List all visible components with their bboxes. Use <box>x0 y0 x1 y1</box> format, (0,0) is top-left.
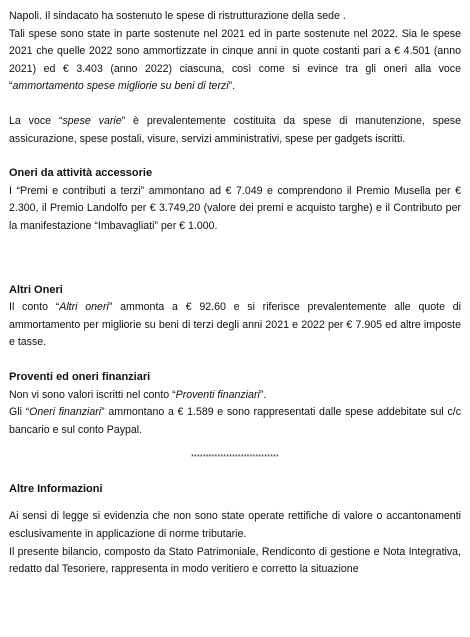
italic-term: spese varie <box>62 114 122 127</box>
text-run: Gli “ <box>9 406 30 419</box>
italic-term: ammortamento spese migliorie su beni di terzi <box>12 80 229 93</box>
italic-term: Altri oneri <box>59 301 109 314</box>
paragraph-bilancio: Il presente bilancio, composto da Stato Patrimoniale, Rendiconto di gestione e Nota Integrativa, redatto dal Tesoriere, rappresenta in modo veritiero e corretto la situazione <box>9 545 461 576</box>
spacer <box>9 498 461 508</box>
heading-proventi-oneri-finanziari: Proventi ed oneri finanziari <box>9 370 151 383</box>
spacer <box>9 96 461 113</box>
section-separator: ****************************** <box>191 454 279 462</box>
paragraph-premi-contributi: I “Premi e contributi a terzi” ammontano ad € 7.049 e comprendono il Premio Musella per € 2.300, il Premio Landolfo per € 3.749,20 (valore dei premi e acquisto targhe) e il Contributo per la manifestazione “Imbavagliati” per € 1.000. <box>9 184 461 232</box>
text-run: Tali spese sono state in parte sostenute nel 2021 ed in parte sostenute nel 2022. Sia le spese 2021 che quelle 2022 sono ammortizzate in cinque anni in quote costanti pari a € 4.501 (anno 2021) ed € 3.403 (anno 2022) ciascuna, così come si evince tra gli oneri alla voce “ <box>9 27 461 93</box>
heading-altri-oneri: Altri Oneri <box>9 283 63 296</box>
heading-altre-informazioni: Altre Informazioni <box>9 482 103 495</box>
paragraph-altri-oneri <box>9 299 461 352</box>
paragraph-rettifiche: Ai sensi di legge si evidenzia che non sono state operate rettifiche di valore o accantonamenti esclusivamente in applicazione di norme tributarie. <box>9 510 461 541</box>
text-run: ” ammontano a € 1.589 e sono rappresentati dalle spese addebitate sul c/c bancario e sul conto Paypal. <box>9 406 461 436</box>
paragraph-spese-ristrutturazione <box>9 26 461 96</box>
spacer <box>9 236 461 282</box>
text-run: La voce “ <box>9 114 63 127</box>
paragraph-napoli: Napoli. Il sindacato ha sostenuto le spese di ristrutturazione della sede . <box>9 10 346 22</box>
text-run: Non vi sono valori iscritti nel conto “ <box>9 388 176 401</box>
paragraph-proventi-finanziari <box>9 387 461 405</box>
spacer <box>9 352 461 369</box>
text-run: Il conto “ <box>9 301 60 314</box>
text-run: ” ammonta a € 92.60 e si riferisce prevalentemente alle quote di ammortamento per migliorie su beni di terzi degli anni 2021 e 2022 per € 7.905 ed altre imposte e tasse. <box>9 301 461 349</box>
paragraph-oneri-finanziari <box>9 404 461 439</box>
paragraph-spese-varie <box>9 113 461 148</box>
heading-oneri-attivita-accessorie: Oneri da attività accessorie <box>9 167 153 180</box>
text-run: ”. <box>259 388 267 401</box>
text-run: ” è prevalentemente costituita da spese di manutenzione, spese assicurazione, spese postali, visure, servizi amministrativi, spese per gadgets iscritti. <box>9 114 461 145</box>
text-run: ”. <box>228 80 236 93</box>
italic-term: Proventi finanziari <box>175 388 260 401</box>
italic-term: Oneri finanziari <box>29 406 102 419</box>
spacer <box>9 148 461 165</box>
